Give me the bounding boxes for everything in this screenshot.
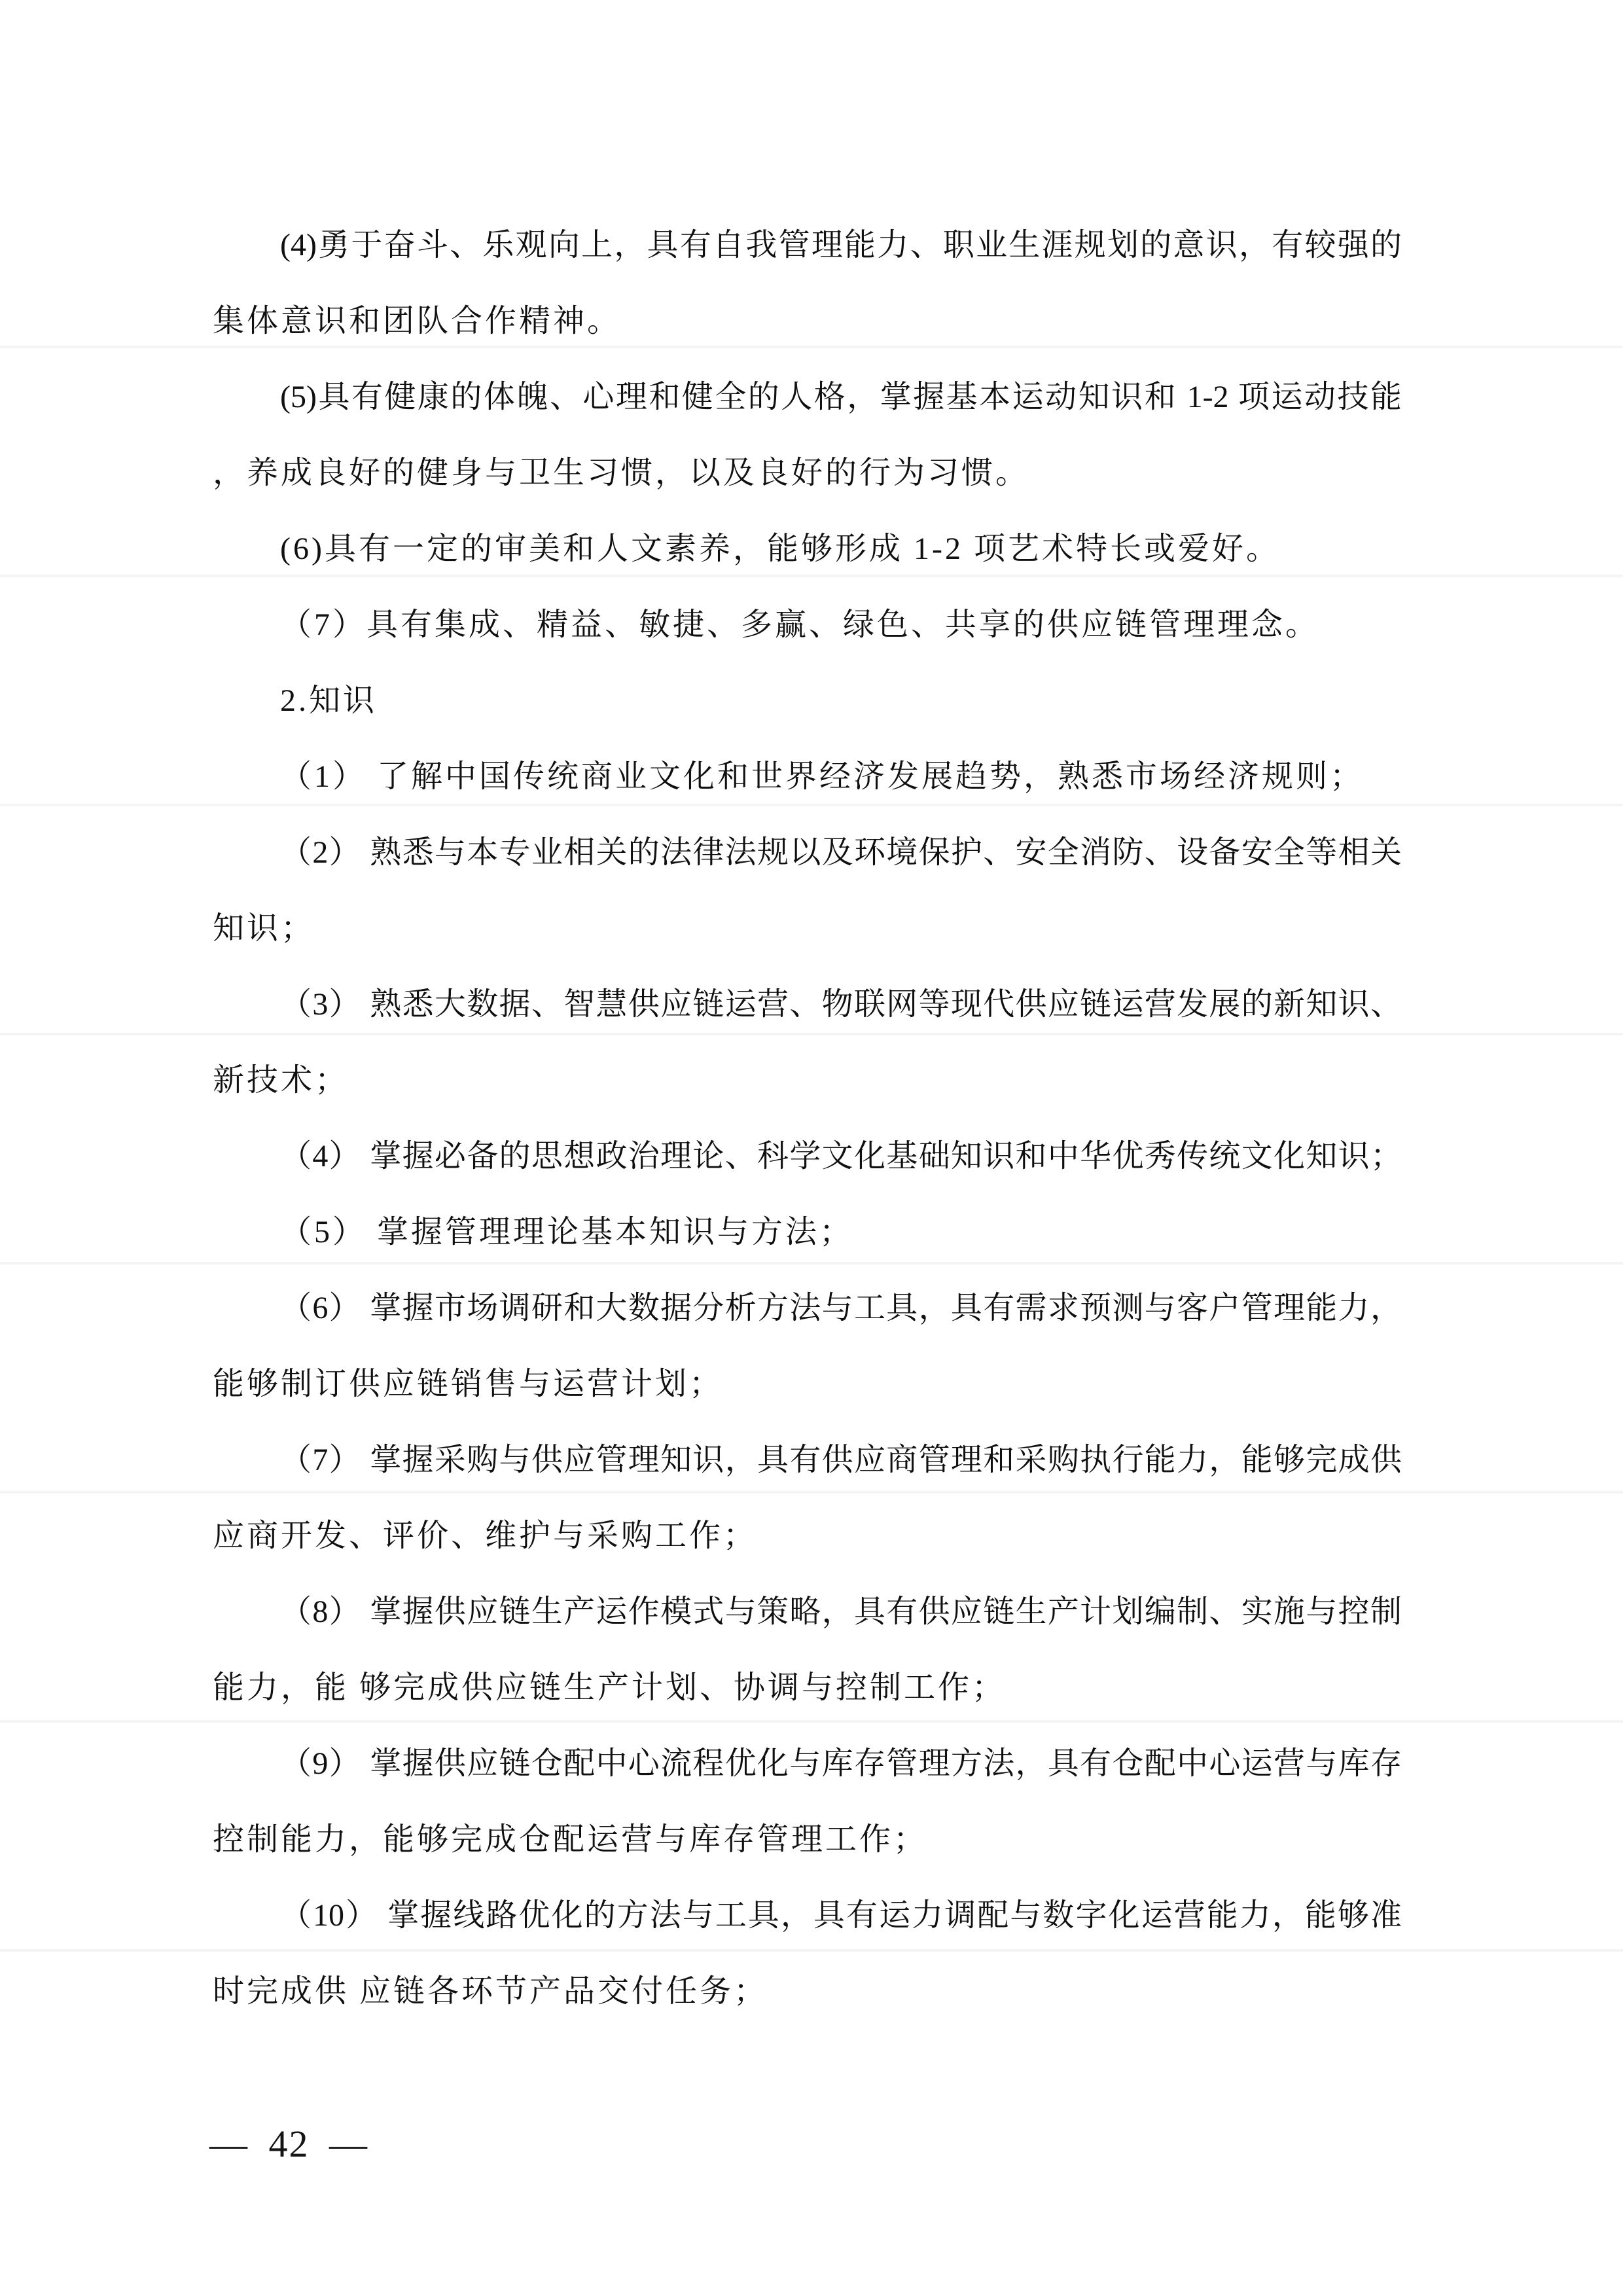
text-line: （8） 掌握供应链生产运作模式与策略，具有供应链生产计划编制、实施与控制 xyxy=(280,1594,1402,1629)
text-line: ，养成良好的健身与卫生习惯，以及良好的行为习惯。 xyxy=(213,456,1030,490)
text-line: 能力，能 够完成供应链生产计划、协调与控制工作； xyxy=(213,1670,1007,1705)
text-line: 应商开发、评价、维护与采购工作； xyxy=(213,1518,758,1553)
document-body xyxy=(213,207,1402,2030)
text-line: 2.知识 xyxy=(280,683,378,718)
text-line: （5） 掌握管理理论基本知识与方法； xyxy=(280,1215,854,1249)
text-line: 集体意识和团队合作精神。 xyxy=(213,304,622,338)
text-line: （9） 掌握供应链仓配中心流程优化与库存管理方法，具有仓配中心运营与库存 xyxy=(280,1746,1402,1781)
text-line: （3） 熟悉大数据、智慧供应链运营、物联网等现代供应链运营发展的新知识、 xyxy=(280,987,1402,1022)
text-line: 时完成供 应链各环节产品交付任务； xyxy=(213,1974,768,2009)
text-line: 知识； xyxy=(213,911,315,946)
text-line: (4)勇于奋斗、乐观向上，具有自我管理能力、职业生涯规划的意识，有较强的 xyxy=(280,228,1402,262)
text-line: (6)具有一定的审美和人文素养，能够形成 1-2 项艺术特长或爱好。 xyxy=(280,531,1280,566)
text-line: （1） 了解中国传统商业文化和世界经济发展趋势，熟悉市场经济规则； xyxy=(280,759,1364,794)
text-line: 控制能力，能够完成仓配运营与库存管理工作； xyxy=(213,1822,928,1857)
text-line: （6） 掌握市场调研和大数据分析方法与工具，具有需求预测与客户管理能力， xyxy=(280,1291,1402,1325)
text-line: （2） 熟悉与本专业相关的法律法规以及环境保护、安全消防、设备安全等相关 xyxy=(280,835,1402,870)
text-line: （7）具有集成、精益、敏捷、多赢、绿色、共享的供应链管理理念。 xyxy=(280,607,1320,642)
text-line: 新技术； xyxy=(213,1063,349,1098)
text-line: （7） 掌握采购与供应管理知识，具有供应商管理和采购执行能力，能够完成供 xyxy=(280,1443,1402,1477)
page-number: — 42 — xyxy=(209,2123,368,2165)
text-line: （10） 掌握线路优化的方法与工具，具有运力调配与数字化运营能力，能够准 xyxy=(280,1898,1402,1933)
text-line: (5)具有健康的体魄、心理和健全的人格，掌握基本运动知识和 1-2 项运动技能 xyxy=(280,380,1402,414)
text-line: 能够制订供应链销售与运营计划； xyxy=(213,1367,724,1401)
text-line: （4） 掌握必备的思想政治理论、科学文化基础知识和中华优秀传统文化知识； xyxy=(280,1139,1402,1174)
